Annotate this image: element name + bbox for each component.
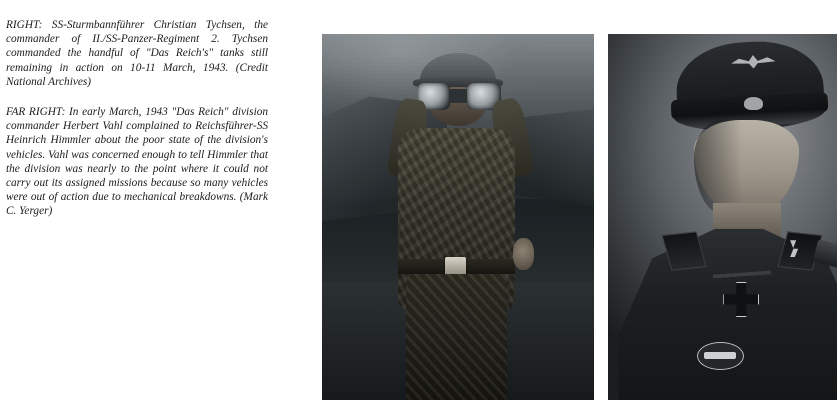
assault-badge-icon [697,342,744,370]
soldier-hand [513,238,534,270]
caption-right: RIGHT: SS-Sturmbannführer Christian Tychsen, the commander of II./SS-Panzer-Regiment 2. Tychsen commanded the handful of "Das Reich's" tanks still remaining in action on 10-11 March, 1943. (Credit National Archives) [6,19,268,88]
photo-soldier-binoculars [322,34,594,400]
deaths-head-icon [744,97,762,110]
binoculars-icon [417,83,501,110]
caption-column [6,18,268,235]
binocular-bridge [449,89,469,103]
soldier-figure [379,53,537,400]
caption-far-right: FAR RIGHT: In early March, 1943 "Das Reich" division commander Herbert Vahl complained to Reichsführer-SS Heinrich Himmler about the poor state of the division's vehicles. Vahl was concerned enough to tell Himmler that the division was nearly to the point where it could not carry out its assigned missions because so many vehicles were out of action due to mechanical breakdowns. (Mark C. Yerger) [6,106,268,218]
soldier-trousers [406,274,507,400]
photo-ss-officer-portrait [608,34,837,400]
